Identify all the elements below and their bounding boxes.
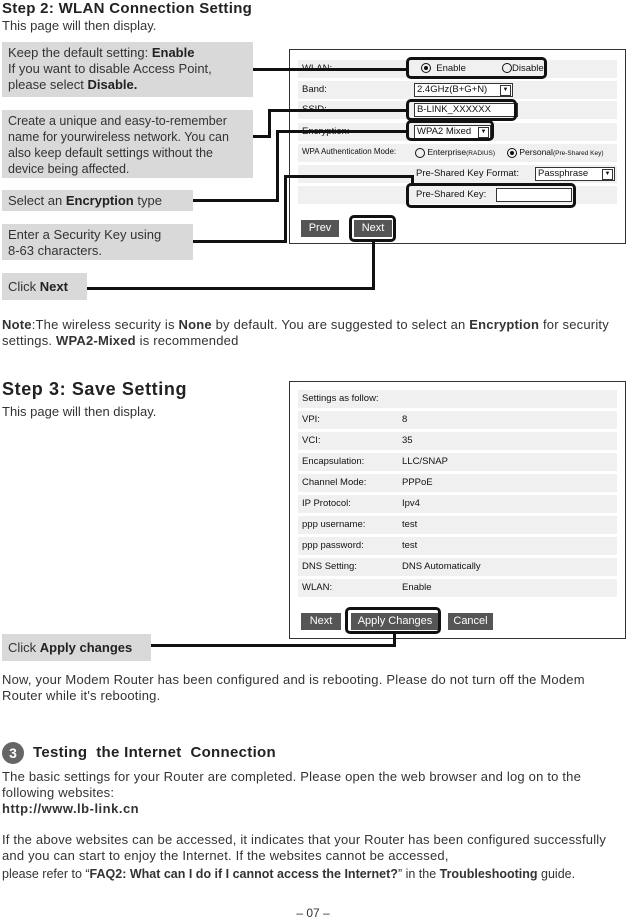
callout-bold: Encryption bbox=[65, 193, 134, 208]
step3-title: Step 3: Save Setting bbox=[2, 379, 188, 399]
callout-encryption bbox=[2, 190, 193, 211]
summary-label: Encapsulation: bbox=[302, 456, 365, 467]
summary-value: DNS Automatically bbox=[402, 561, 481, 572]
note-bold: Encryption bbox=[469, 317, 540, 332]
summary-label: ppp username: bbox=[302, 519, 366, 530]
summary-label: Settings as follow: bbox=[302, 393, 379, 404]
cancel-button[interactable]: Cancel bbox=[448, 613, 493, 630]
note-text: for security settings. bbox=[2, 317, 609, 348]
faq-reference: FAQ2: What can I do if I cannot access the Internet? bbox=[89, 867, 398, 881]
summary-value: Enable bbox=[402, 582, 432, 593]
band-value: 2.4GHz(B+G+N) bbox=[417, 84, 488, 95]
highlight-ssid bbox=[406, 99, 517, 121]
callout-ssid: Create a unique and easy-to-remember name for yourwireless network. You can also keep default settings without the device being affected. bbox=[2, 110, 253, 178]
note-paragraph bbox=[2, 317, 624, 349]
summary-row bbox=[298, 411, 617, 429]
callout-text: Click bbox=[8, 640, 40, 655]
callout-text: If you want to disable Access Point, bbox=[8, 61, 212, 76]
summary-row bbox=[298, 579, 617, 597]
note-text: is recommended bbox=[135, 333, 239, 348]
section3-paragraph-1: The basic settings for your Router are completed. Please open the web browser and log on to the following websites: bbox=[2, 769, 582, 800]
connector-line bbox=[284, 175, 287, 243]
psk-format-select[interactable] bbox=[535, 167, 615, 181]
callout-bold: Disable. bbox=[87, 77, 138, 92]
callout-apply-changes bbox=[2, 634, 151, 661]
callout-text: Select an bbox=[8, 193, 66, 208]
callout-text: Enter a Security Key using bbox=[8, 227, 162, 242]
section-number-badge: 3 bbox=[2, 742, 24, 764]
summary-value: test bbox=[402, 519, 418, 530]
wpa-personal-option[interactable] bbox=[507, 147, 604, 158]
connector-line bbox=[268, 109, 271, 138]
step2-title: Step 2: WLAN Connection Setting bbox=[2, 0, 253, 17]
label-band: Band: bbox=[302, 84, 327, 95]
connector-line bbox=[151, 644, 396, 647]
connector-line bbox=[253, 68, 406, 71]
encryption-value: WPA2 Mixed bbox=[417, 126, 472, 137]
wpa-personal-label: Personal bbox=[519, 147, 553, 157]
radio-icon bbox=[415, 148, 425, 158]
settings-summary-panel bbox=[289, 381, 626, 639]
note-text: :The wireless security is bbox=[31, 317, 179, 332]
chevron-down-icon: ▼ bbox=[500, 85, 511, 96]
callout-text: type bbox=[133, 193, 162, 208]
section3-title: Testing the Internet Connection bbox=[33, 744, 276, 761]
callout-text: please select bbox=[8, 77, 88, 92]
summary-label: VCI: bbox=[302, 435, 321, 446]
callout-text: Keep the default setting: bbox=[8, 45, 152, 60]
wpa-personal-note: (Pre-Shared Key) bbox=[552, 150, 604, 157]
summary-row bbox=[298, 453, 617, 471]
summary-row bbox=[298, 495, 617, 513]
step3-subtitle: This page will then display. bbox=[2, 404, 157, 419]
callout-text: Click bbox=[8, 279, 40, 294]
band-select[interactable] bbox=[414, 83, 513, 97]
ssid-input[interactable]: B-LINK_XXXXXX bbox=[414, 103, 518, 117]
wpa-enterprise-option[interactable] bbox=[415, 147, 495, 158]
summary-value: 35 bbox=[402, 435, 413, 446]
connector-line bbox=[87, 287, 375, 290]
label-wpa-auth: WPA Authentication Mode: bbox=[302, 147, 397, 156]
summary-label: VPI: bbox=[302, 414, 320, 425]
paragraph-text: guide. bbox=[537, 867, 576, 881]
highlight-apply-changes bbox=[345, 607, 441, 634]
callout-bold: Enable bbox=[151, 45, 195, 60]
summary-row bbox=[298, 432, 617, 450]
summary-value: test bbox=[402, 540, 418, 551]
highlight-next bbox=[349, 215, 396, 242]
connector-line bbox=[411, 175, 414, 185]
troubleshooting-reference: Troubleshooting bbox=[439, 867, 538, 881]
note-bold: None bbox=[178, 317, 212, 332]
highlight-encryption bbox=[406, 120, 494, 141]
connector-line bbox=[193, 240, 285, 243]
highlight-wlan bbox=[406, 57, 547, 79]
prev-button[interactable]: Prev bbox=[301, 220, 339, 237]
row-wpa-auth bbox=[298, 144, 617, 162]
connector-line bbox=[284, 175, 413, 178]
summary-row bbox=[298, 537, 617, 555]
summary-value: PPPoE bbox=[402, 477, 433, 488]
callout-bold: Next bbox=[39, 279, 68, 294]
paragraph-text: please refer to “ bbox=[2, 867, 90, 881]
chevron-down-icon: ▼ bbox=[602, 169, 613, 180]
summary-label: WLAN: bbox=[302, 582, 333, 593]
connector-line bbox=[393, 632, 396, 647]
connector-line bbox=[372, 242, 375, 290]
note-bold: WPA2-Mixed bbox=[56, 333, 136, 348]
section3-paragraph-3 bbox=[2, 866, 624, 882]
callout-bold: Apply changes bbox=[39, 640, 133, 655]
chevron-down-icon: ▼ bbox=[478, 127, 489, 138]
psk-format-value: Passphrase bbox=[538, 168, 589, 179]
summary-label: Channel Mode: bbox=[302, 477, 367, 488]
connector-line bbox=[253, 135, 269, 138]
next-button[interactable]: Next bbox=[354, 220, 392, 237]
summary-row bbox=[298, 516, 617, 534]
website-link[interactable]: http://www.lb-link.cn bbox=[2, 801, 140, 816]
page-number: – 07 – bbox=[296, 906, 330, 920]
summary-header-row bbox=[298, 390, 617, 408]
summary-next-button[interactable]: Next bbox=[301, 613, 341, 630]
connector-line bbox=[193, 199, 278, 202]
apply-changes-button[interactable]: Apply Changes bbox=[351, 613, 439, 630]
wpa-enterprise-note: (RADIUS) bbox=[466, 150, 496, 157]
step2-subtitle: This page will then display. bbox=[2, 18, 157, 33]
wpa-enterprise-label: Enterprise bbox=[427, 147, 467, 157]
note-label: Note bbox=[2, 317, 32, 332]
wlan-disable-label: Disable bbox=[512, 63, 544, 74]
summary-row bbox=[298, 558, 617, 576]
summary-value: LLC/SNAP bbox=[402, 456, 448, 467]
section3-paragraph-2: If the above websites can be accessed, it indicates that your Router has been configured successfully and you can start to enjoy the Internet. If the websites cannot be accessed, bbox=[2, 832, 607, 863]
summary-value: Ipv4 bbox=[402, 498, 420, 509]
row-band bbox=[298, 81, 617, 99]
rebooting-paragraph: Now, your Modem Router has been configured and is rebooting. Please do not turn off the Modem Router while it's rebooting. bbox=[2, 672, 585, 703]
summary-label: IP Protocol: bbox=[302, 498, 351, 509]
paragraph-text: ” in the bbox=[397, 867, 440, 881]
radio-icon bbox=[507, 148, 517, 158]
callout-security-key bbox=[2, 224, 193, 260]
connector-line bbox=[276, 130, 406, 133]
callout-text: 8-63 characters. bbox=[8, 243, 102, 258]
summary-value: 8 bbox=[402, 414, 408, 425]
label-psk: Pre-Shared Key: bbox=[416, 189, 487, 200]
connector-line bbox=[276, 130, 279, 202]
summary-label: ppp password: bbox=[302, 540, 364, 551]
summary-row bbox=[298, 474, 617, 492]
callout-click-next bbox=[2, 273, 87, 300]
label-psk-format: Pre-Shared Key Format: bbox=[416, 168, 519, 179]
highlight-psk bbox=[406, 183, 576, 208]
note-text: by default. You are suggested to select an bbox=[211, 317, 470, 332]
callout-wlan bbox=[2, 42, 253, 97]
row-psk-format bbox=[298, 165, 617, 183]
wlan-enable-label: Enable bbox=[436, 63, 466, 74]
connector-line bbox=[268, 109, 406, 112]
summary-label: DNS Setting: bbox=[302, 561, 357, 572]
